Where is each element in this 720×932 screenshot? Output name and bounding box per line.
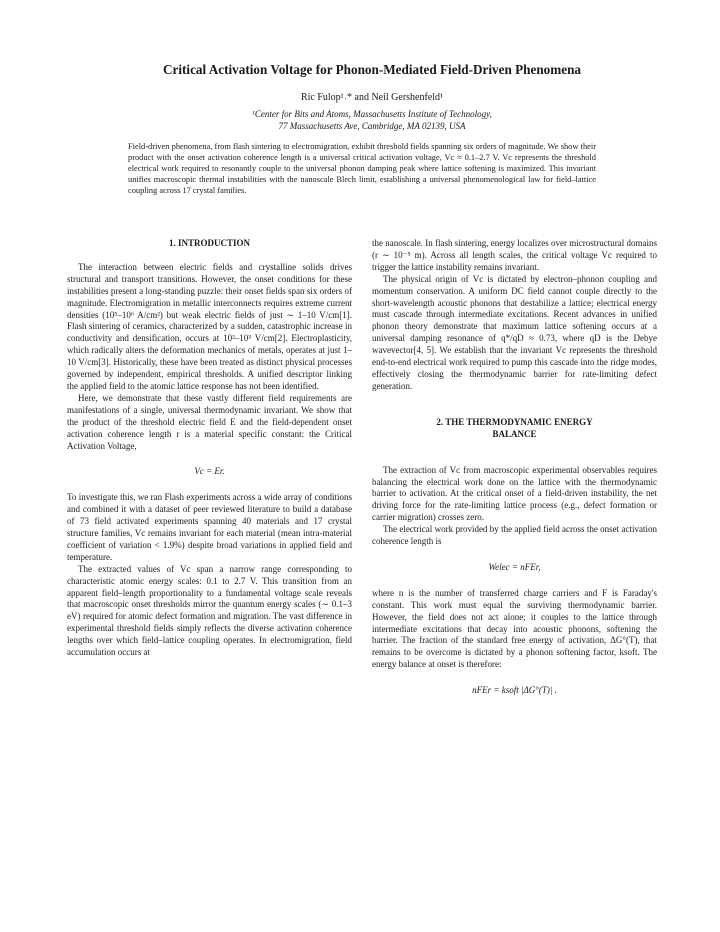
intro-continuation: the nanoscale. In flash sintering, energy localizes over microstructural domains (r ∼ 10⁻⁵ m). Across all length scales, the critical voltage Vc required to trigger the lattice instability remains invariant. [372, 238, 657, 272]
left-column [67, 238, 352, 659]
equation-energy-balance: nFEr = ksoft |ΔG°(T)| . [472, 685, 557, 696]
paper-title: Critical Activation Voltage for Phonon-Mediated Field-Driven Phenomena [162, 62, 582, 77]
intro-paragraph-3: To investigate this, we ran Flash experiments across a wide array of conditions and combined it with a dataset of peer reviewed literature to build a database of 73 field activated experiments spanning 40 materials and 17 crystal structure families, Vc remains invariant for each material (mean intra-material coefficient of variation < 1.9%) despite broad variations in applied field and temperature. [67, 492, 352, 562]
energy-balance-paragraph-3: where n is the number of transferred charge carriers and F is Faraday's constant. This work must equal the surviving thermodynamic barrier. However, the field does not act alone; it couples to the lattice through intermediate excitations that decay into acoustic phonons, softening the barrier. The fraction of the standard free energy of activation, ΔG°(T), that remains to be overcome is dictated by a phonon softening factor, ksoft. The energy balance at onset is therefore: [372, 587, 657, 670]
abstract: Field-driven phenomena, from flash sintering to electromigration, exhibit threshold fields spanning six orders of magnitude. We show their product with the onset activation coherence length is a universal critical activation voltage, Vc ≈ 0.1–2.7 V. Vc represents the threshold electrical work required to resonantly couple to the universal phonon damping peak where lattice softening is maximized. This invariant unifies macroscopic thermal instabilities with the nanoscale Blech limit, establishing a universal phenomenological law for field–lattice coupling across 17 crystal families. [128, 142, 596, 196]
section-1-heading: 1. INTRODUCTION [168, 238, 250, 248]
paper-authors: Ric Fulop¹˒* and Neil Gershenfeld¹ [300, 92, 444, 103]
arxiv-stamp [6, 205, 50, 685]
equation-vc: Vc = Er. [194, 466, 225, 477]
affiliation-line-1: ¹Center for Bits and Atoms, Massachusetts Institute of Technology, [252, 109, 492, 119]
physical-origin-paragraph: The physical origin of Vc is dictated by electron–phonon coupling and momentum conservation. A uniform DC field cannot couple directly to the short-wavelength acoustic phonons that destabilize a lattice; electrical energy must cascade through intermediate excitations. Recent advances in unified phonon theory demonstrate that maximum lattice softening occurs at a universal damping resonance of q*/qD ≈ 0.73, where qD is the Debye wavevector[4, 5]. We establish that the invariant Vc represents the threshold end-to-end electrical work required to pump this cascade into the ridge modes, effectively closing the thermodynamic barrier for rate-limiting defect generation. [372, 273, 657, 391]
energy-balance-paragraph-1: The extraction of Vc from macroscopic experimental observables requires balancing the electrical work done on the lattice with the thermodynamic barrier to activation. At the critical onset of a field-driven instability, the net driving force for the rate-limiting lattice process (e.g., defect formation or carrier migration) crosses zero. [372, 464, 657, 523]
section-2-heading-line-2: BALANCE [492, 428, 537, 439]
energy-balance-paragraph-2: The electrical work provided by the applied field across the onset activation coherence length is [372, 524, 657, 547]
affiliation-line-2: 77 Massachusetts Ave, Cambridge, MA 02139, USA [278, 121, 466, 131]
intro-paragraph-1: The interaction between electric fields and crystalline solids drives structural and transport transitions. However, the onset conditions for these instabilities present a long-standing puzzle: their onset fields span six orders of magnitude. Electromigration in metallic interconnects requires extreme current densities (10⁵–10⁶ A/cm²) but weak electric fields of just ∼ 1–10 V/cm[1]. Flash sintering of ceramics, characterized by a sudden, catastrophic increase in conductivity and densification, occurs at 10²–10³ V/cm[2]. Electroplasticity, which radically alters the deformation mechanics of metals, operates at just 1–10 V/cm[3]. Historically, these have been treated as distinct physical processes governed by independent, empirical thresholds. A unified descriptor linking the applied field to the atomic lattice response has not been identified. [67, 261, 352, 391]
section-2-heading-line-1: 2. THE THERMODYNAMIC ENERGY [436, 416, 593, 427]
section-2-heading [372, 417, 657, 441]
right-column [372, 238, 657, 711]
affiliation [80, 108, 664, 132]
intro-paragraph-2: Here, we demonstrate that these vastly different field requirements are manifestations of a single, universal thermodynamic invariant. We show that the product of the threshold electric field E and the field-dependent onset activation coherence length r is a material specific constant: the Critical Activation Voltage, [67, 392, 352, 451]
intro-paragraph-4: The extracted values of Vc span a narrow range corresponding to characteristic atomic energy scales: 0.1 to 2.7 V. This transition from an apparent field–length proportionality to a fundamental voltage scale reveals that macroscopic onset thresholds mirror the quantum energy scales (∼ 0.1–3 eV) required for atomic defect formation and migration. The vast difference in experimental threshold fields simply reflects the diverse activation coherence lengths over which field–lattice coupling operates. In electromigration, field accumulation occurs at [67, 563, 352, 658]
equation-welec: Welec = nFEr, [488, 561, 541, 572]
